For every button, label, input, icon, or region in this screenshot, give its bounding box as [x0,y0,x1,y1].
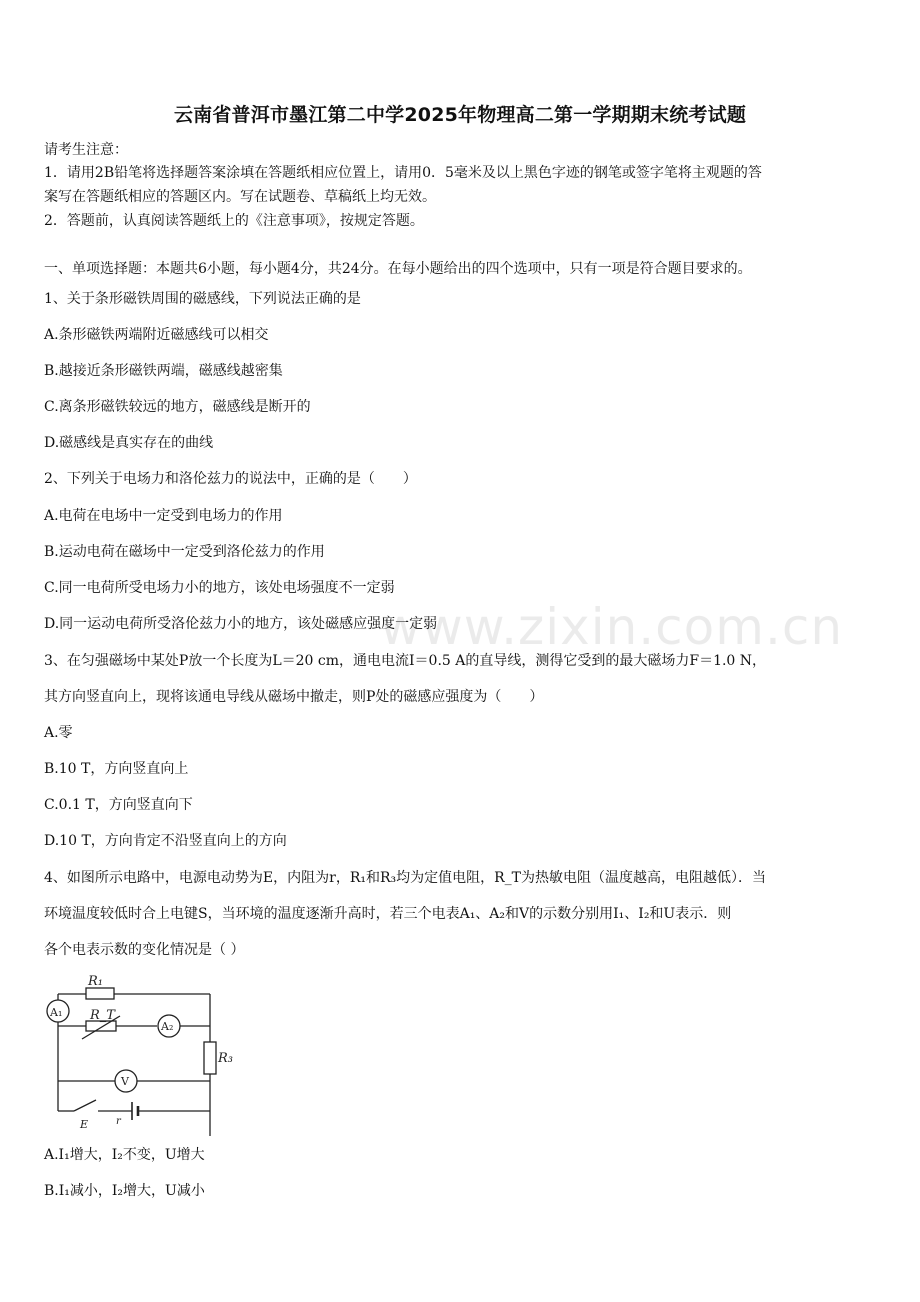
q4-option-b: B.I₁减小，I₂增大，U减小 [44,1183,205,1199]
q2-option-b: B.运动电荷在磁场中一定受到洛伦兹力的作用 [44,544,325,560]
q4-stem-line-1: 4、如图所示电路中，电源电动势为E，内阻为r，R₁和R₃均为定值电阻，R_T为热敏电阻（温度越高，电阻越低）．当 [44,870,767,886]
q3-stem-line-1: 3、在匀强磁场中某处P放一个长度为L＝20 cm，通电电流I＝0.5 A的直导线，测得它受到的最大磁场力F＝1.0 N， [44,653,767,669]
e-label: E [80,1118,89,1131]
q4-option-a: A.I₁增大，I₂不变，U增大 [44,1147,205,1163]
r1-resistor [86,988,114,999]
q3-stem-line-2: 其方向竖直向上，现将该通电导线从磁场中撤走，则P处的磁感应强度为（ ） [44,689,544,705]
q2-stem: 2、下列关于电场力和洛伦兹力的说法中，正确的是（ ） [44,471,417,487]
q2-option-d: D.同一运动电荷所受洛伦兹力小的地方，该处磁感应强度一定弱 [44,616,438,632]
q3-option-b: B.10 T，方向竖直向上 [44,761,189,777]
notice-item-2: 2．答题前，认真阅读答题纸上的《注意事项》，按规定答题。 [44,213,424,229]
q1-option-d: D.磁感线是真实存在的曲线 [44,435,214,451]
notice-heading: 请考生注意： [44,142,128,158]
q1-option-c: C.离条形磁铁较远的地方，磁感线是断开的 [44,399,311,415]
q1-option-a: A.条形磁铁两端附近磁感线可以相交 [44,327,269,343]
a2-label: A₂ [161,1020,174,1033]
watermark: www.zixin.com.cn [380,598,844,656]
q2-option-a: A.电荷在电场中一定受到电场力的作用 [44,508,283,524]
switch [74,1100,96,1111]
q4-stem-line-2: 环境温度较低时合上电键S，当环境的温度逐渐升高时，若三个电表A₁、A₂和V的示数分别用I₁、I₂和U表示．则 [44,906,732,922]
q4-stem-line-3: 各个电表示数的变化情况是（ ） [44,942,245,958]
q1-stem: 1、关于条形磁铁周围的磁感线，下列说法正确的是 [44,291,361,307]
q2-option-c: C.同一电荷所受电场力小的地方，该处电场强度不一定弱 [44,580,395,596]
q3-option-c: C.0.1 T，方向竖直向下 [44,797,193,813]
r3-label: R₃ [218,1051,233,1066]
rt-label: R_T [90,1008,115,1023]
a1-label: A₁ [50,1006,63,1019]
page-title: 云南省普洱市墨江第二中学2025年物理高二第一学期期末统考试题 [173,104,747,126]
q3-option-a: A.零 [44,725,73,741]
r3-resistor [204,1042,216,1074]
q1-option-b: B.越接近条形磁铁两端，磁感线越密集 [44,363,283,379]
notice-item-1-line-1: 1．请用2B铅笔将选择题答案涂填在答题纸相应位置上，请用0．5毫米及以上黑色字迹的钢笔或签字笔将主观题的答 [44,165,762,181]
section-heading: 一、单项选择题：本题共6小题，每小题4分，共24分。在每小题给出的四个选项中，只有一项是符合题目要求的。 [44,261,752,277]
notice-item-1-line-2: 案写在答题纸相应的答题区内。写在试题卷、草稿纸上均无效。 [44,189,436,205]
v-label: V [121,1075,129,1088]
r-label: r [116,1116,121,1127]
r1-label: R₁ [88,974,103,989]
circuit-diagram [44,966,244,1136]
q3-option-d: D.10 T，方向肯定不沿竖直向上的方向 [44,833,287,849]
